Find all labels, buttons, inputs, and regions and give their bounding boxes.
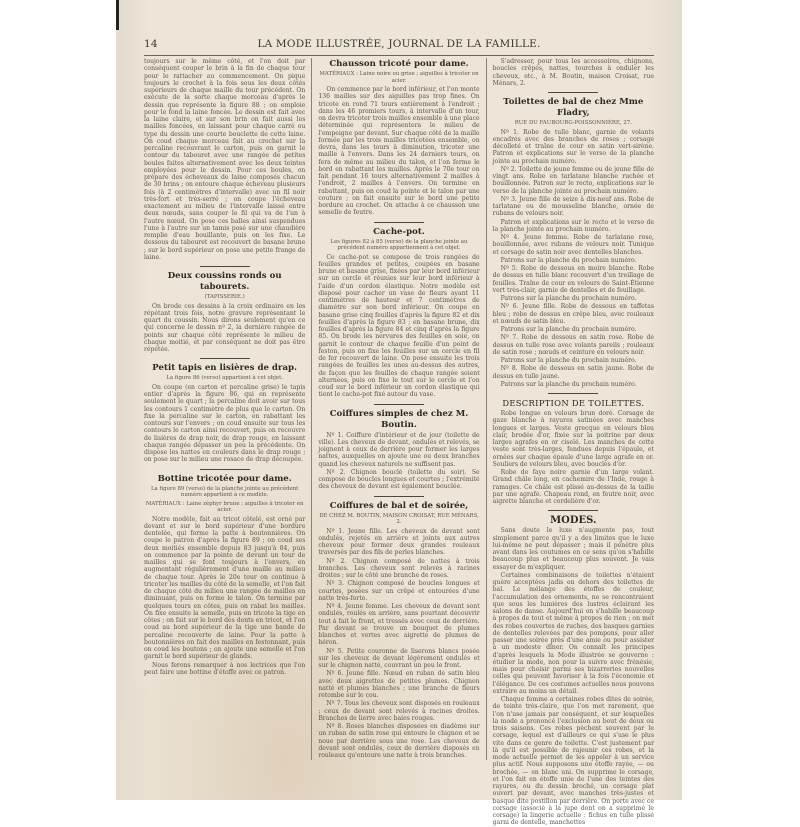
columns bbox=[144, 58, 654, 827]
article-paragraph: Chaque femme a certaines robes dites de soirée, de teinte très-claire, que l'on met rarement, que l'on n'use jamais par conséquent, et sur lesquelles la mode a prononcé l'exclusion au bout de deux ou trois saisons. Ces robes pèchent souvent par le corsage, lequel est d'ailleurs ce qui s'use le plus vite dans ce genre de toilette. C'est justement par là qu'il est possible de rajeunir ces robes, et la mode actuelle permet de les appeler à un service plus actif. Nous supposons une étoffe rayée, — ou brochée, — en blanc uni. On supprime le corsage, et l'on fait en étoffe unie de l'une des teintes des rayures, ou du dessin broché, un corsage plat ouvert par devant, avec manches très-justes et basque dite postillon par derrière. On porte avec ce corsage (associé à la jupe dont on a supprimé le corsage) la lingerie actuelle : fichus en tulle plissé garni de dentelle, manchettes bbox=[492, 696, 654, 827]
article-materials: MATÉRIAUX : Laine zéphyr brune ; aiguilles à tricoter en acier. bbox=[145, 500, 304, 513]
article-subtitle: La figure 89 (verso) de la planche jointe au précédent numéro appartient à ce modèle. bbox=[150, 485, 299, 498]
article-paragraph: Patrons sur la planche du prochain numéro. bbox=[500, 357, 637, 364]
section-divider bbox=[200, 358, 250, 359]
article-paragraph: Nº 8. Robe de dessous en satin jaune. Robe de dessus en tulle jaune. bbox=[492, 365, 654, 380]
article-paragraph: Nº 1. Coiffure d'intérieur et de jour (toilette de ville). Les cheveux de devant, ondulés et relevés, se joignent à ceux de derrière pour former les larges nattes, auxquelles on ajoute une ou deux branches quand les cheveux naturels ne suffisent pas. bbox=[318, 431, 480, 468]
section-divider bbox=[374, 404, 424, 405]
article-paragraph: Notre modèle, fait au tricot côtelé, est orné par devant et sur le bord supérieur d'une bordure dentelée, qui forme la patte à boutonnières. On coupe le patron d'après la figure 89 ; on coud ses deux moitiés ensemble depuis 83 jusqu'à 84, puis on commence par la pointe de devant un tour de mailles qui se font toujours à l'envers, en augmentant régulièrement d'une maille au milieu de chaque tour. Après le 20e tour on continue à tricoter les mailles du côté de la semelle, et l'on fait de chaque côté du milieu une rangée de mailles en diminuant, puis on forme le talon. On termine par quelques tours en côtes, puis on rabat les mailles. On fixe ensuite la semelle, puis on tricote la tige en côtes ; on fait sur le bord des dents en tricot, et l'on coud au bord supérieur de la tige une bande de percaline recouverte de laine. Pour la patte à boutonnières on fait des mailles en festonnant, puis on coud les boutons ; on ajoute une semelle et l'on garnit le bord supérieur de glands. bbox=[144, 515, 306, 661]
article-subtitle: La figure 86 (verso) appartient à cet objet. bbox=[166, 375, 283, 382]
article-paragraph: Nº 4. Jeune femme. Robe de tarlatane rose, bouillonnée, avec rubans de velours noir. Tunique et corsage de satin noir avec dentelles blanches. bbox=[492, 234, 654, 256]
article-paragraph: Nº 6. Jeune fille. Robe de dessous en taffetas bleu ; robe de dessus en crêpe bleu, avec rouleaux et nœuds de satin bleu. bbox=[492, 303, 654, 325]
section-divider bbox=[200, 266, 250, 267]
column-3 bbox=[486, 58, 654, 827]
column-1 bbox=[144, 58, 311, 760]
magazine-page bbox=[116, 0, 682, 827]
column-2 bbox=[311, 58, 485, 760]
article-title: Coiffures de bal et de soirée, bbox=[329, 500, 469, 511]
section-divider bbox=[548, 92, 598, 93]
article-paragraph: Nº 3. Jeune fille de seize à dix-neuf ans. Robe de tarlatane ou de mousseline blanche, ornée de rubans de velours noir. bbox=[492, 195, 654, 218]
section-divider bbox=[374, 496, 424, 497]
article-title: Petit tapis en lisières de drap. bbox=[152, 363, 298, 374]
article-paragraph: Nº 8. Roses blanches disposées en diadème sur un ruban de satin rose qui entoure le chignon et se noue par derrière sous une rose. Les cheveux de devant sont ondulés, ceux de derrière disposés en rouleaux qu'entoure une natte à trois branches. bbox=[318, 723, 480, 759]
page-number: 14 bbox=[144, 38, 158, 50]
article-title: Deux coussins ronds ou tabourets. bbox=[167, 271, 282, 292]
article-title: Cache-pot. bbox=[373, 226, 425, 237]
article-subtitle: RUE DU FAUBOURG-POISSONNIÈRE, 27. bbox=[514, 120, 632, 126]
article-paragraph: Nº 3. Chignon composé de boucles longues et courtes, posées sur un crêpé et entourées d'une natte très-forte. bbox=[318, 580, 480, 602]
article-paragraph: Ce cache-pot se compose de trois rangées de feuilles grandes et petites, coupées en basane brune et basane grise, fixées par leur bord inférieur sur un cercle et réunies sur leur bord inférieur à l'aide d'un cordon élastique. Notre modèle est disposé pour cacher un vase de fleurs ayant 11 centimètres de hauteur et 7 centimètres de diamètre sur son bord inférieur. On coupe en basane grise cinq feuilles d'après la figure 82 et dix feuilles d'après la figure 83 ; en basane brune, dix feuilles d'après la figure 84 et cinq d'après la figure 85. On brode les nervures des feuilles en soie, on garnit le contour de chaque feuille d'un point de feston, puis on fixe les feuilles sur un cercle en fil de fer recouvert de laine. On pose ensuite les trois rangées de feuilles les unes au-dessus des autres, de façon que les feuilles de chaque rangée soient alternées, puis on fixe le tout sur le cercle et l'on coud sur le bord inférieur un cordon élastique qui tient le cache-pot fixé autour du vase. bbox=[318, 253, 480, 399]
section-divider bbox=[548, 510, 598, 511]
article-title: Chausson tricoté pour dame. bbox=[329, 59, 469, 69]
article-paragraph: Patron et explications sur le recto et le verso de la planche jointe au prochain numéro. bbox=[492, 218, 654, 233]
article-paragraph: On brode ces dessins à la croix ordinaire en les répétant trois fois, notre gravure représentant le quart du coussin. Nous dirons seulement qu'en ce qui concerne le dessin nº 2, la dernière rangée de points sur chaque côté représente le milieu de chaque moitié, et par conséquent ne doit pas être répétée. bbox=[144, 302, 306, 353]
article-paragraph: Nº 1. Jeune fille. Les cheveux de devant sont ondulés, rejetés en arrière et joints aux autres cheveux pour former deux grandes rouleaux traversés par des fils de perles blanches. bbox=[318, 527, 480, 557]
article-subtitle: (TAPISSERIE.) bbox=[204, 294, 245, 300]
article-title: Toilettes de bal de chez Mme Fladry, bbox=[503, 97, 644, 118]
article-paragraph: Nº 7. Robe de dessous en satin rose. Robe de dessus en tulle rose avec volants pareils ; rouleaux de satin rose ; nœuds et ceinture en velours noir. bbox=[492, 334, 654, 356]
article-paragraph: Sans doute le luxe n'augmente pas, tout simplement parce qu'il y a des limites que le luxe lui-même ne peut dépasser ; mais il pénètre plus avant dans les coutumes en ce sens qu'on s'habille beaucoup plus et beaucoup plus souvent. Je vais essayer de m'expliquer. bbox=[492, 527, 654, 571]
page-edge-shadow bbox=[116, 0, 119, 30]
section-divider bbox=[200, 469, 250, 470]
article-materials: MATÉRIAUX : Laine noire ou grise ; aiguilles à tricoter en acier. bbox=[319, 71, 479, 84]
article-paragraph: Nº 1. Robe de tulle blanc, garnie de volants encadrés avec des branches de roses ; corsage décolleté et traîne de cour en satin vert-sirène. Patron et explications sur le verso de la planche jointe au prochain numéro. bbox=[492, 128, 654, 165]
article-paragraph: On coupe (en carton et percaline grise) le tapis entier d'après la figure 86, qui en représente seulement le quart ; la percaline doit avoir sur tous les contours 1 centimètre de plus que le carton. On fixe la percaline sur le carton, en rabattant les contours sur l'envers ; on coud ensuite sur tous les contours le carton ainsi recouvert, puis on recouvre de lisières de drap noir, de drap rouge, en laissant chaque rangée dépasser un peu la précédente. On dispose les nattes en couleurs dans le drap rouge ; on pose sur le milieu une rosace de drap découpée. bbox=[144, 383, 306, 464]
article-paragraph: Nº 6. Jeune fille. Nœud en ruban de satin bleu avec deux aigrettes de petites plumes. Chignon natté et plumes blanches ; une branche de fleurs retombe sur le cou. bbox=[318, 670, 480, 699]
article-subtitle: Les figures 82 à 85 (verso) de la planche jointe au précédent numéro appartiennent à cet objet. bbox=[330, 238, 468, 251]
article-paragraph: Patrons sur la planche du prochain numéro. bbox=[500, 326, 637, 333]
article-paragraph: Nous ferons remarquer à nos lectrices que l'on peut faire une bottine d'étoffe avec ce patron. bbox=[144, 661, 306, 676]
article-paragraph: Certaines combinaisons de toilettes n'étaient guère acceptées jadis en dehors des toilettes de bal. Le mélange des étoffes de couleur, l'accumulation des ornements, ne se rencontraient que sous les lumières des lustres éclairant les salons de danse. Aujourd'hui on s'habille beaucoup à propos de tout et même à propos de rien ; on met des robes couvertes de ruches, des basques garnies de dentelles relevées par des pompons, pour aller passer une soirée près d'une amie ou pour assister à un modeste dîner. On connaît les principes d'après lesquels la Mode illustrée se gouverne : étudier la mode, non pour la suivre avec frénésie, mais pour choisir parmi ses bizarreries nouvelles celles qui peuvent favoriser à la fois l'économie et l'élégance. De ces costumes actuelles nous pouvons extraire au moins un détail. bbox=[492, 571, 654, 695]
address-note: S'adresser, pour tous les accessoires, chignons, boucles crêpés, nattes, tourches à onduler les cheveux, etc., à M. Boutin, maison Croisat, rue Ménars, 2. bbox=[492, 58, 654, 87]
article-subtitle: DE CHEZ M. BOUTIN, MAISON CROISAT, RUE MÉNARS, 2. bbox=[319, 512, 479, 525]
running-head bbox=[144, 38, 654, 52]
article-paragraph: Patrons sur la planche du prochain numéro. bbox=[500, 295, 637, 302]
article-paragraph: Nº 7. Tous les cheveux sont disposés en rouleaux ; ceux de devant sont relevés à racines droites. Branches de lierre avec baies rouges. bbox=[318, 700, 480, 722]
section-divider bbox=[548, 393, 598, 394]
article-title: Coiffures simples de chez M. Boutin. bbox=[329, 408, 469, 430]
article-paragraph: Nº 5. Robe de dessous en moire blanche. Robe de dessus en tulle blanc recouvert d'un treillage de feuilles. Traîne de cour en velours de Saint-Étienne vert très-clair, garnie de dentelles et de feuillage. bbox=[492, 265, 654, 294]
article-paragraph: Patrons sur la planche du prochain numéro. bbox=[500, 256, 637, 264]
article-paragraph: Nº 5. Petite couronne de liserons blancs posée sur les cheveux de devant légèrement ondulés et sur le chignon natté, couvrant un peu le front. bbox=[318, 647, 480, 669]
continued-text: toujours sur le même côté, et l'on doit par conséquent couper le brin à la fin de chaque tour pour le rattacher au commencement. On pique toujours le crochet à la fois sous les deux côtés supérieurs de chaque maille du tour précédent. On exécute de la sorte chaque morceau d'après le dessin que représente la figure 88 ; on emploie pour le fond la laine foncée. Le dessin est fait avec la laine claire, et sur son brin on fait aussi les mailles foncées, en laissant pour chaque carré ou type du dessin une courte bouclette de cette laine. On coud chaque morceau fait au crochet sur la percaline recouvrant le carton, puis on garnit le contour du tabouret avec une rangée de petites boules faites alternativement avec les deux teintes employées pour le dessin. Pour ces boules, on prépare des écheveaux de laine composés chacun de 30 brins ; on entoure chaque écheveau plusieurs fois (à 2 centimètres d'intervalle) avec un fil noir très-fort et très-serré ; on coupe l'écheveau exactement au milieu de l'intervalle laissé entre deux nœuds, sans couper le fil qui va de l'un à l'autre nœud. On pose ces balles ainsi suspendues l'une à l'autre sur un tamis posé sur une chaudière remplie d'eau bouillante, puis on les fixe. Le dessous du tabouret est recouvert de basane brune ; sur le bord supérieur on pose une petite frange de laine. bbox=[144, 58, 306, 261]
article-paragraph: Nº 2. Chignon bouclé (toilette du soir). Se compose de boucles longues et courtes ; l'extrémité des cheveux de devant est également bouclée. bbox=[318, 468, 480, 491]
article-paragraph: Robe de faye noire garnie d'un large volant. Grand châle long, en cachemire de l'Inde, rouge à ramages. Ce châle est plissé au-dessus de la taille par une agrafe. Chapeau rond, en feutre noir, avec aigrette blanche et cordelière d'or. bbox=[492, 469, 654, 505]
article-paragraph: Nº 4. Jeune femme. Les cheveux de devant sont ondulés, roulés en arrière, sans pourtant découvrir tout à fait le front, et tressés avec ceux de derrière. Par devant se trouve un bouquet de plumes blanches et vertes avec aigrette de plumes de héron. bbox=[318, 603, 480, 647]
article-title: MODES. bbox=[550, 515, 597, 527]
article-paragraph: Nº 2. Toilette de jeune femme ou de jeune fille de vingt ans. Robe en tarlatane blanche ruchée et bouillonnée. Patron sur le recto, explications sur le verso de la planche jointe au prochain numéro. bbox=[492, 165, 654, 195]
article-paragraph: Patrons sur la planche du prochain numéro. bbox=[500, 380, 637, 388]
article-title: Bottine tricotée pour dame. bbox=[157, 473, 292, 484]
journal-title: LA MODE ILLUSTRÉE, JOURNAL DE LA FAMILLE. bbox=[257, 38, 541, 50]
article-paragraph: Nº 2. Chignon composé de nattes à trois branches. Les cheveux sont relevés à racines droites ; sur le côté une branche de roses. bbox=[318, 557, 480, 579]
article-title: DESCRIPTION DE TOILETTES. bbox=[502, 398, 645, 408]
article-paragraph: On commence par le bord inférieur, et l'on monte 136 mailles sur des aiguilles pas trop fines. On tricote en rond 71 tours entièrement à l'endroit ; dans les 46 premiers tours, à intervalle d'un tour, on devra tricoter trois mailles ensemble à une place déterminée qui représentera le milieu de l'empeigne par devant. Sur chaque côté de la maille formée par les trois mailles tricotées ensemble, on devra, dans les tours à diminution, tricoter une maille à l'envers. Dans les 24 derniers tours, on fera de même au milieu du talon, et l'on ferme le bord en rabattant les mailles. Après le 70e tour on fait pendant 16 tours alternativement 2 mailles à l'endroit, 2 mailles à l'envers. On termine en rabattant, puis on coud la pointe et le talon par une couture ; on fait ensuite sur le bord une petite bordure au crochet. On attache à ce chausson une semelle de feutre. bbox=[318, 86, 480, 217]
header-rule bbox=[144, 55, 654, 56]
article-paragraph: Robe longue en velours brun doré. Corsage de gaze blanche à rayures satinées avec manches longues et larges. Veste grecque en velours bleu clair, brodée d'or, fixée sur la poitrine par deux larges agrafes en or ciselé. Les manches de cette veste sont très-larges, fendues depuis l'épaule, et ornées sur chaque épaule d'une large agrafe en or. Souliers de velours bleu, avec boucles d'or. bbox=[492, 410, 654, 468]
section-divider bbox=[374, 222, 424, 223]
